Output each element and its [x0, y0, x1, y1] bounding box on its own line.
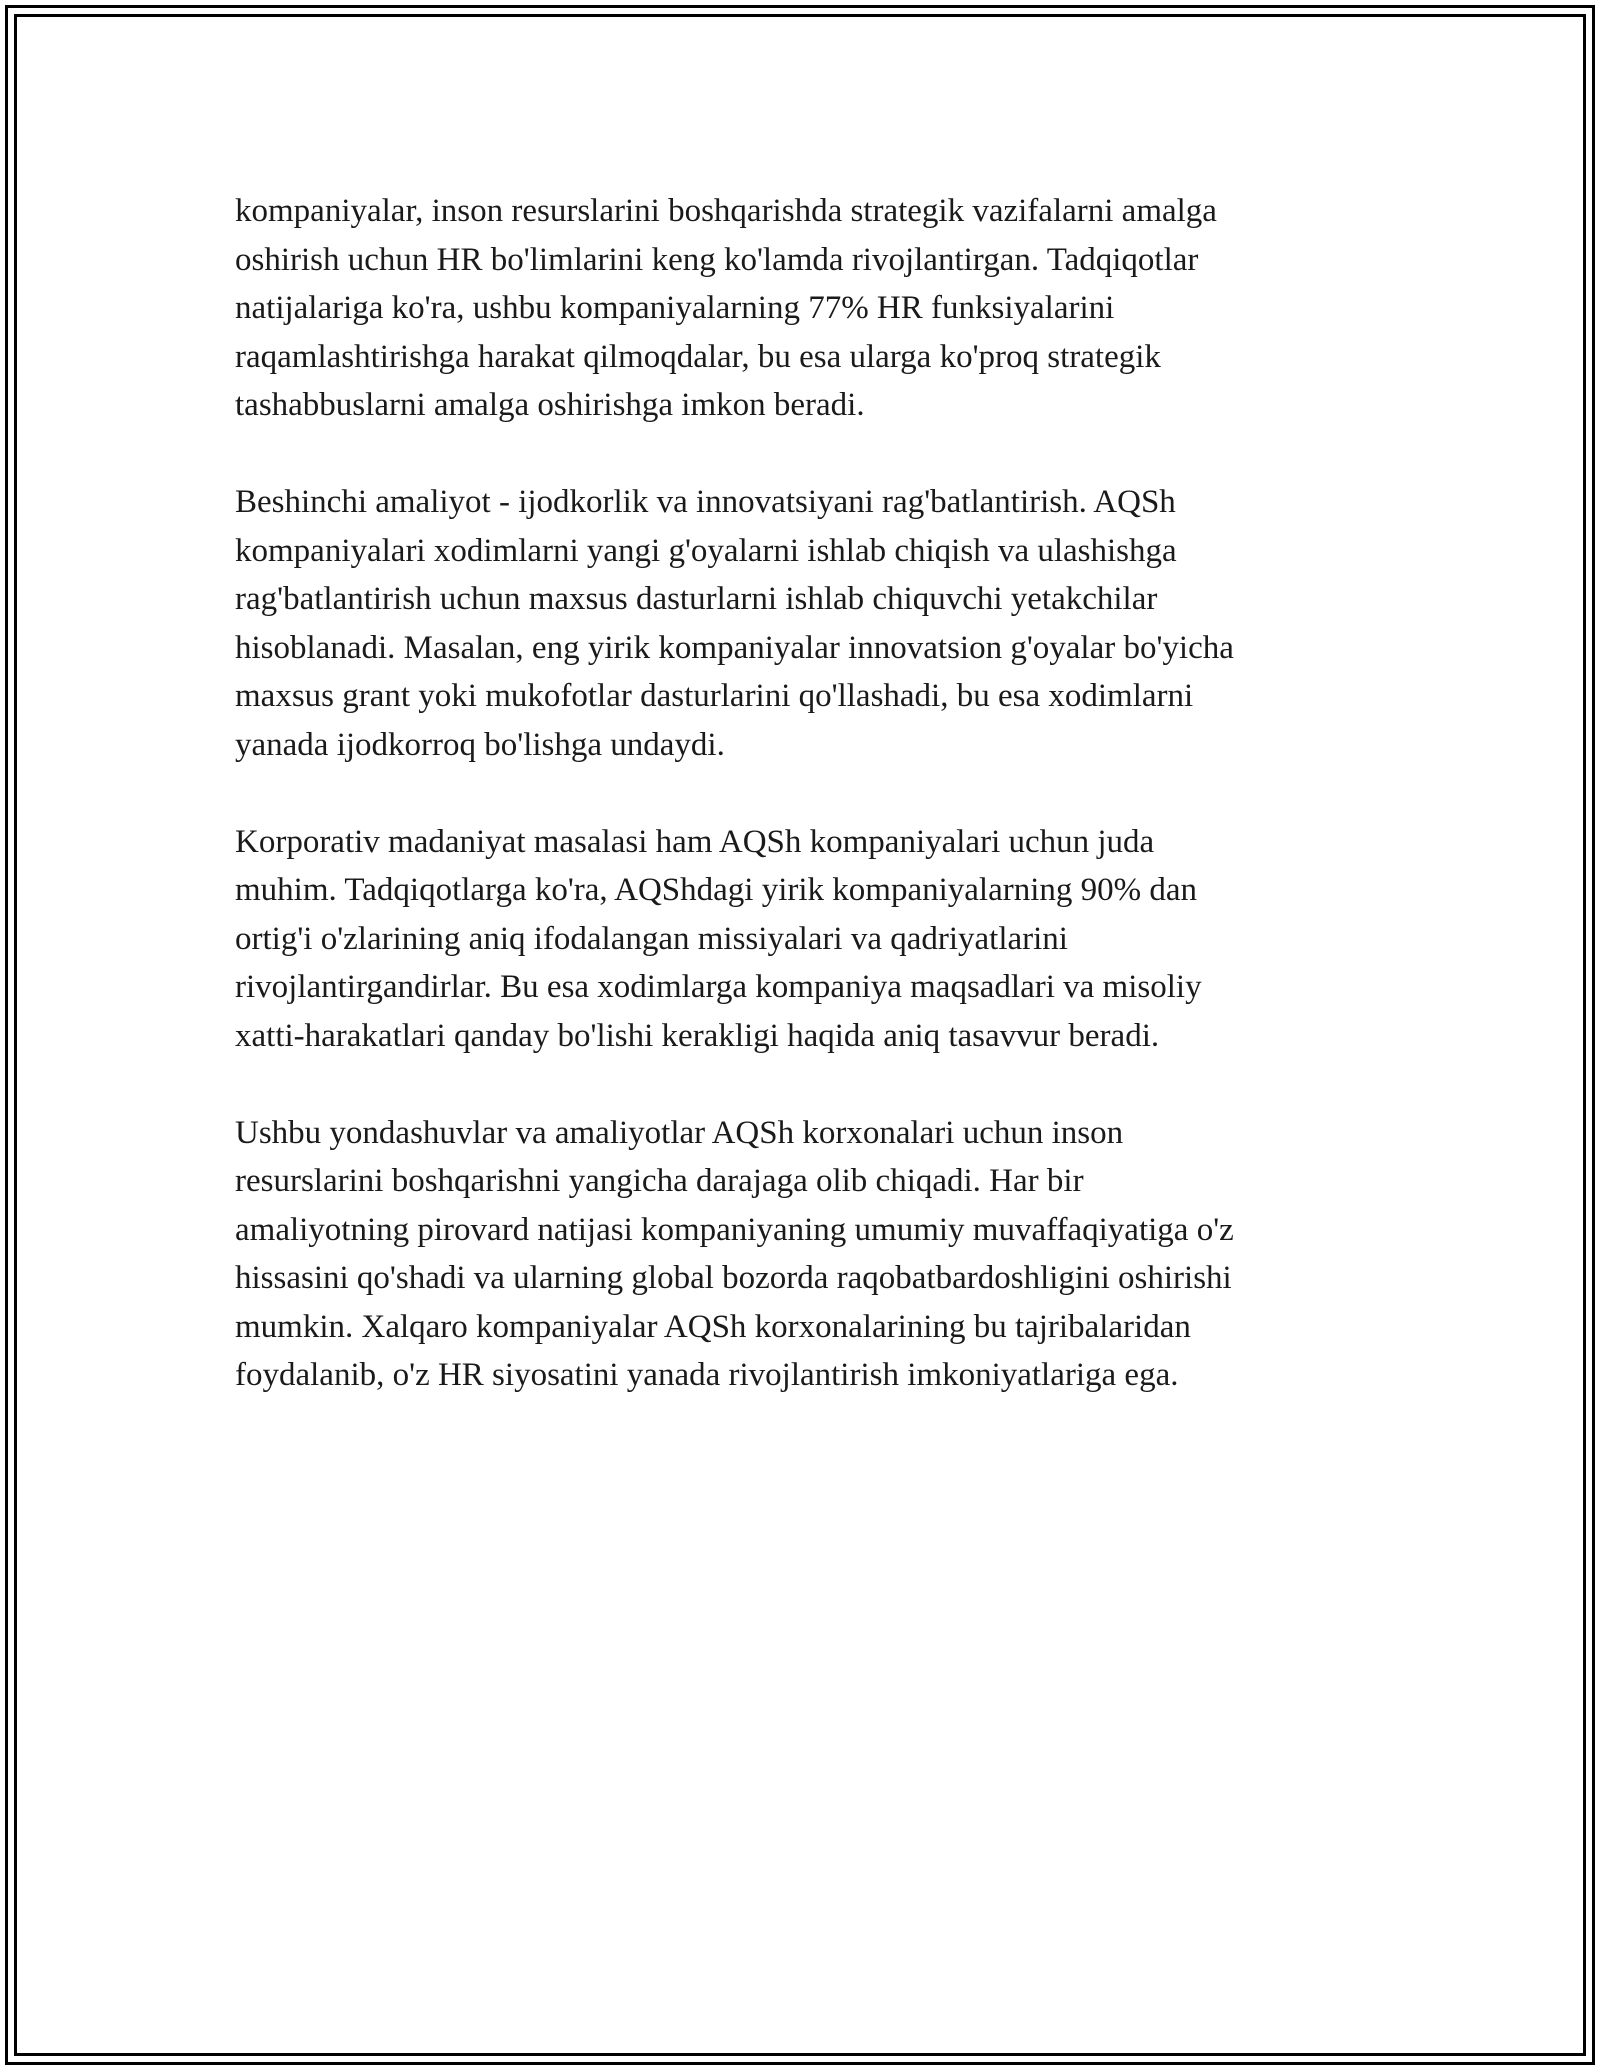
- text-line: resurslarini boshqarishni yangicha darajaga olib chiqadi. Har bir: [235, 1163, 1084, 1199]
- text-line: amaliyotning pirovard natijasi kompaniyaning umumiy muvaffaqiyatiga o'z: [235, 1211, 1234, 1248]
- paragraph-2: [235, 478, 1375, 769]
- text-line: rivojlantirgandirlar. Bu esa xodimlarga kompaniya maqsadlari va misoliy: [235, 969, 1202, 1005]
- text-line: hisoblanadi. Masalan, eng yirik kompaniyalar innovatsion g'oyalar bo'yicha: [235, 629, 1234, 666]
- paragraph-4: [235, 1109, 1375, 1400]
- paragraph-1: [235, 187, 1375, 430]
- text-line: Beshinchi amaliyot - ijodkorlik va innovatsiyani rag'batlantirish. AQSh: [235, 484, 1176, 520]
- paragraph-3: [235, 818, 1375, 1061]
- text-line: foydalanib, o'z HR siyosatini yanada rivojlantirish imkoniyatlariga ega.: [235, 1357, 1179, 1393]
- text-line: tashabbuslarni amalga oshirishga imkon beradi.: [235, 387, 865, 423]
- text-line: ortig'i o'zlarining aniq ifodalangan missiyalari va qadriyatlarini: [235, 920, 1068, 957]
- text-line: natijalariga ko'ra, ushbu kompaniyalarning 77% HR funksiyalarini: [235, 290, 1115, 326]
- text-line: Korporativ madaniyat masalasi ham AQSh kompaniyalari uchun juda: [235, 823, 1155, 860]
- document-body: [235, 187, 1375, 1448]
- text-line: oshirish uchun HR bo'limlarini keng ko'lamda rivojlantirgan. Tadqiqotlar: [235, 241, 1199, 278]
- text-line: kompaniyalar, inson resurslarini boshqarishda strategik vazifalarni amalga: [235, 193, 1217, 229]
- text-line: muhim. Tadqiqotlarga ko'ra, AQShdagi yirik kompaniyalarning 90% dan: [235, 872, 1198, 908]
- text-line: Ushbu yondashuvlar va amaliyotlar AQSh korxonalari uchun inson: [235, 1114, 1124, 1151]
- text-line: hissasini qo'shadi va ularning global bozorda raqobatbardoshligini oshirishi: [235, 1260, 1232, 1296]
- text-line: xatti-harakatlari qanday bo'lishi kerakligi haqida aniq tasavvur beradi.: [235, 1017, 1160, 1054]
- text-line: raqamlashtirishga harakat qilmoqdalar, bu esa ularga ko'proq strategik: [235, 338, 1161, 375]
- text-line: maxsus grant yoki mukofotlar dasturlarini qo'llashadi, bu esa xodimlarni: [235, 678, 1194, 714]
- text-line: yanada ijodkorroq bo'lishga undaydi.: [235, 726, 725, 763]
- text-line: mumkin. Xalqaro kompaniyalar AQSh korxonalarining bu tajribalaridan: [235, 1308, 1191, 1345]
- text-line: rag'batlantirish uchun maxsus dasturlarni ishlab chiquvchi yetakchilar: [235, 581, 1158, 617]
- text-line: kompaniyalari xodimlarni yangi g'oyalarni ishlab chiqish va ulashishga: [235, 532, 1177, 569]
